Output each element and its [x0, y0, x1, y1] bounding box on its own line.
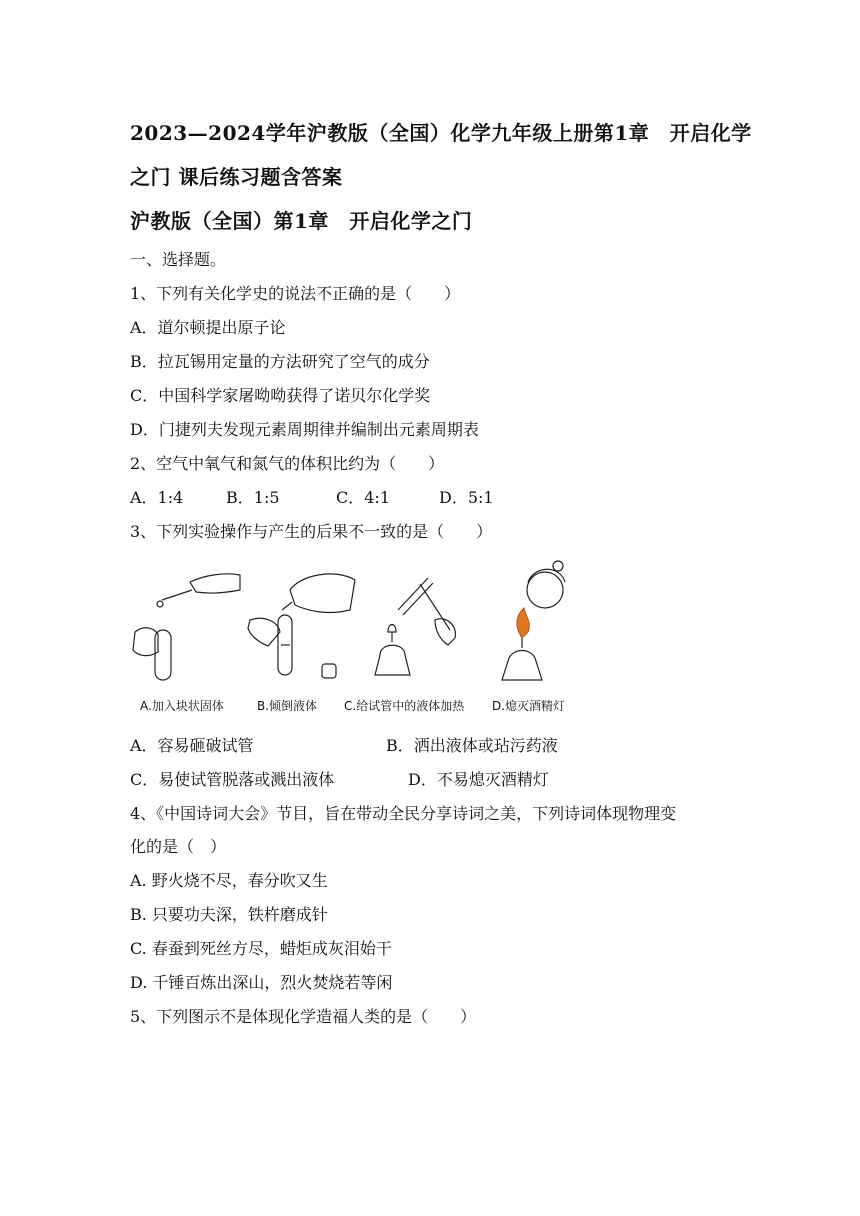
- document-title-line2: 之门 课后练习题含答案: [130, 165, 343, 189]
- question-2-option-c: C．4:1: [336, 488, 390, 507]
- question-1-stem: 1、下列有关化学史的说法不正确的是（ ）: [130, 284, 461, 303]
- panel-a-drawing: [133, 574, 240, 680]
- document-subtitle: 沪教版（全国）第1章 开启化学之门: [130, 209, 473, 233]
- question-5-stem: 5、下列图示不是体现化学造福人类的是（ ）: [130, 1007, 477, 1026]
- document-title-line1: 2023—2024学年沪教版（全国）化学九年级上册第1章 开启化学: [130, 121, 752, 145]
- question-3-option-d: D．不易熄灭酒精灯: [408, 770, 549, 789]
- panel-b-drawing: [248, 574, 355, 678]
- question-1-option-b: B．拉瓦锡用定量的方法研究了空气的成分: [130, 352, 430, 371]
- question-1-option-d: D．门捷列夫发现元素周期律并编制出元素周期表: [130, 420, 479, 439]
- figure-caption-a: A.加入块状固体: [140, 699, 224, 713]
- question-2-option-a: A．1:4: [130, 488, 184, 507]
- lamp-flame: [517, 608, 529, 638]
- question-1-option-c: C．中国科学家屠呦呦获得了诺贝尔化学奖: [130, 386, 431, 405]
- question-3-stem: 3、下列实验操作与产生的后果不一致的是（ ）: [130, 522, 493, 541]
- question-4-stem-line2: 化的是（ ）: [130, 837, 227, 856]
- question-3-option-b: B．洒出液体或玷污药液: [386, 736, 558, 755]
- question-1-option-a: A．道尔顿提出原子论: [130, 318, 286, 337]
- question-3-option-c: C．易使试管脱落或溅出液体: [130, 770, 335, 789]
- figure-caption-b: B.倾倒液体: [257, 699, 318, 713]
- question-2-stem: 2、空气中氧气和氮气的体积比约为（ ）: [130, 454, 445, 473]
- figure-caption-d: D.熄灭酒精灯: [492, 699, 566, 713]
- figure-caption-c: C.给试管中的液体加热: [344, 699, 465, 713]
- panel-c-drawing: [375, 578, 455, 675]
- question-3-option-a: A．容易砸破试管: [130, 736, 254, 755]
- section-heading: 一、选择题。: [130, 250, 227, 269]
- panel-d-drawing: [502, 561, 565, 680]
- question-4-stem-line1: 4、《中国诗词大会》节目，旨在带动全民分享诗词之美，下列诗词体现物理变: [130, 804, 677, 823]
- question-4-option-a: A. 野火烧不尽，春分吹又生: [130, 871, 328, 890]
- question-2-option-d: D．5:1: [439, 488, 494, 507]
- question-2-option-b: B．1:5: [226, 488, 280, 507]
- question-4-option-c: C. 春蚕到死丝方尽，蜡炬成灰泪始干: [130, 939, 392, 958]
- question-4-option-d: D. 千锤百炼出深山，烈火焚烧若等闲: [130, 973, 393, 992]
- question-4-option-b: B. 只要功夫深，铁杵磨成针: [130, 905, 328, 924]
- lab-operations-figure: [130, 560, 580, 720]
